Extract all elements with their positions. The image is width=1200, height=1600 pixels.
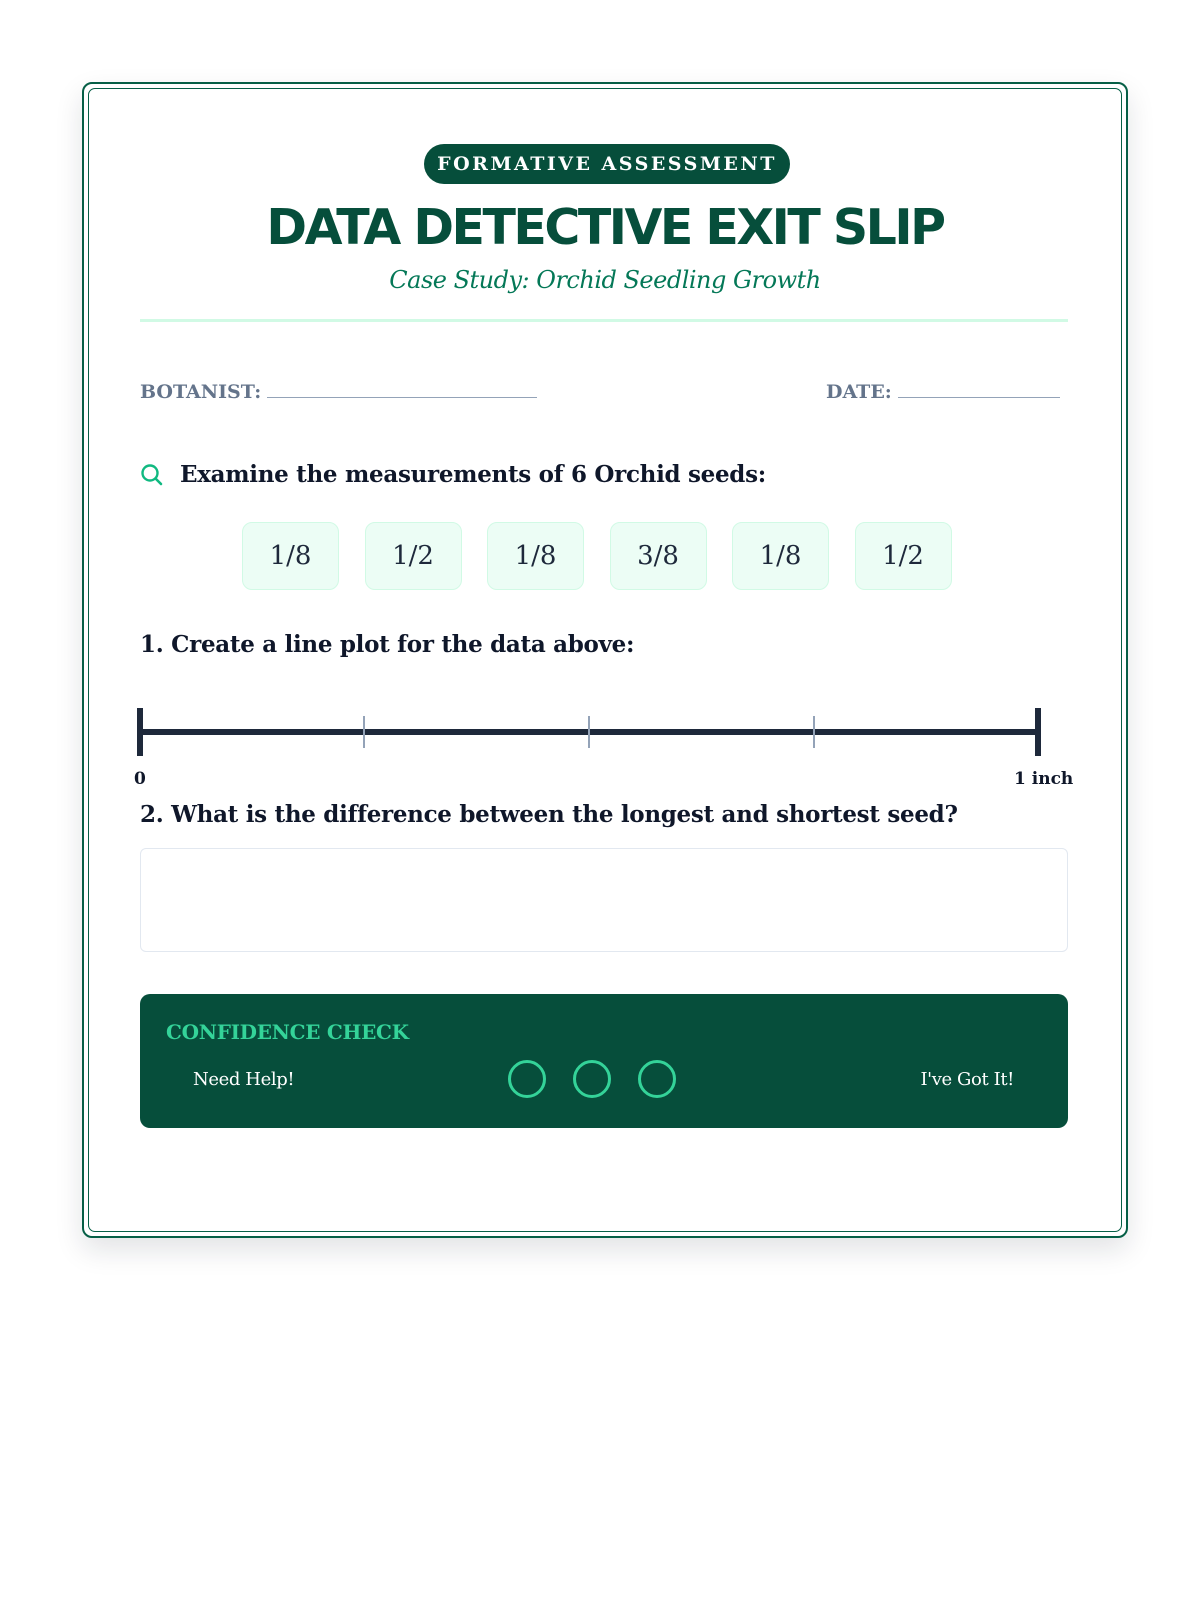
number-line-svg xyxy=(134,688,1074,758)
measurement-chip: 1/2 xyxy=(365,522,462,590)
measurement-chip: 3/8 xyxy=(610,522,707,590)
measurement-chip: 1/8 xyxy=(487,522,584,590)
botanist-label: BOTANIST: xyxy=(140,381,262,403)
botanist-blank-line[interactable] xyxy=(267,379,537,398)
line-plot-number-line[interactable] xyxy=(134,688,1074,788)
measurement-chip: 1/8 xyxy=(732,522,829,590)
header-divider xyxy=(140,319,1068,322)
confidence-option-2[interactable] xyxy=(573,1060,611,1098)
date-label: DATE: xyxy=(826,381,892,403)
assessment-badge: FORMATIVE ASSESSMENT xyxy=(424,144,790,184)
measurement-chip: 1/8 xyxy=(242,522,339,590)
question-1: 1. Create a line plot for the data above: xyxy=(140,631,635,658)
number-line-end-label: 1 inch xyxy=(1014,769,1074,789)
question-2: 2. What is the difference between the longest and shortest seed? xyxy=(140,801,958,828)
botanist-field[interactable] xyxy=(140,378,537,406)
date-blank-line[interactable] xyxy=(898,379,1060,398)
date-field[interactable] xyxy=(826,378,1060,406)
measurement-chips xyxy=(242,522,982,592)
confidence-high-label: I've Got It! xyxy=(920,1069,1014,1090)
measurement-chip: 1/2 xyxy=(855,522,952,590)
confidence-check-panel xyxy=(140,994,1068,1128)
confidence-low-label: Need Help! xyxy=(193,1069,295,1090)
confidence-title: CONFIDENCE CHECK xyxy=(166,1020,409,1044)
number-line-start-label: 0 xyxy=(134,769,146,789)
exit-slip-card xyxy=(82,82,1128,1238)
examine-text: Examine the measurements of 6 Orchid seeds: xyxy=(180,461,766,488)
answer-box[interactable] xyxy=(140,848,1068,952)
page-subtitle: Case Study: Orchid Seedling Growth xyxy=(389,266,821,294)
confidence-option-1[interactable] xyxy=(508,1060,546,1098)
search-icon xyxy=(140,463,164,487)
page-title: DATA DETECTIVE EXIT SLIP xyxy=(266,199,944,256)
confidence-option-3[interactable] xyxy=(638,1060,676,1098)
